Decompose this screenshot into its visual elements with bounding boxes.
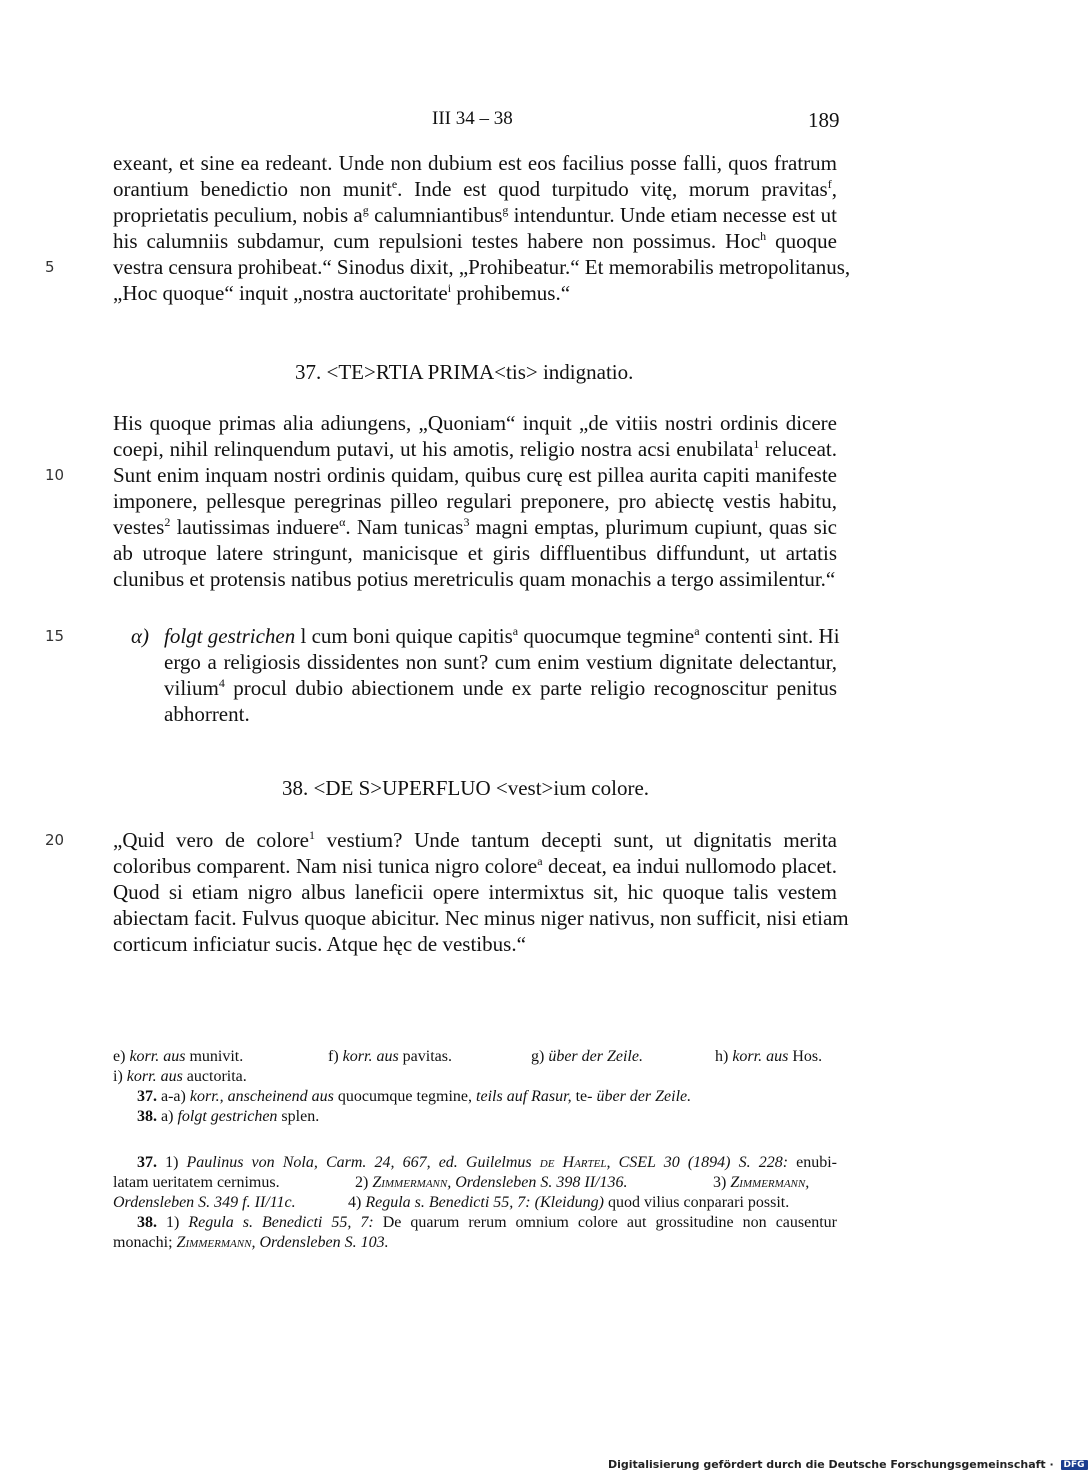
line-number: 10 bbox=[45, 466, 65, 484]
apparatus-note-e: e) korr. aus munivit. bbox=[113, 1048, 244, 1065]
source-note-37-4: 4) Regula s. Benedicti 55, 7: (Kleidung) quod vilius conparari possit. bbox=[348, 1194, 790, 1211]
apparatus bbox=[113, 1047, 837, 1127]
text-line: orantium benedictio non munit$^e$. Inde est quod turpitudo vitę, morum pravitas$^f$, bbox=[113, 177, 837, 201]
text-line: imponere, pellesque peregrinas pilleo regulari preponere, pro abiectę vestis habitu, bbox=[113, 489, 837, 513]
source-notes bbox=[113, 1153, 837, 1253]
note-alpha-label: α) bbox=[131, 624, 150, 648]
source-note-37-2: 2) Zimmermann, Ordensleben S. 398 II/136. bbox=[355, 1174, 628, 1191]
text-line: 15 folgt gestrichen l cum boni quique capitis$^a$ quocumque tegmine$^a$ contenti sint. Hi bbox=[45, 624, 840, 648]
section-37-text bbox=[45, 410, 837, 592]
text-line: ab utroque latere stringunt, manicisque et giris diffluentibus diffundunt, ut artatis bbox=[113, 541, 837, 565]
text-line: abhorrent. bbox=[164, 702, 250, 726]
text-line: 10 Sunt enim inquam nostri ordinis quidam, quibus curę est pillea aurita capiti manifeste bbox=[45, 463, 837, 487]
text-line: coloribus comparent. Nam nisi tunica nigro colore$^a$ deceat, ea indui nullomodo placet. bbox=[113, 854, 837, 878]
source-note-37-line3: Ordensleben S. 349 f. II/11c. 4) Regula s. Benedicti 55, 7: (Kleidung) quod vilius conparari possit. bbox=[113, 1194, 790, 1211]
apparatus-note-f: f) korr. aus pavitas. bbox=[328, 1048, 452, 1065]
apparatus-note-h: h) korr. aus Hos. bbox=[715, 1048, 823, 1065]
text-line: abiectam facit. Fulvus quoque abicitur. Nec minus niger nativus, non sufficit, nisi etiam bbox=[113, 906, 849, 930]
text-line: vilium$^4$ procul dubio abiectionem unde ex parte religio recognoscitur penitus bbox=[164, 676, 837, 700]
section-38-heading: 38. <DE S>UPERFLUO <vest>ium colore. bbox=[282, 776, 650, 800]
source-note-38-line2: monachi; Zimmermann, Ordensleben S. 103. bbox=[113, 1234, 389, 1251]
text-line: his calumniis subdamur, cum repulsioni testes habere non possimus. Hoc$^h$ quoque bbox=[113, 229, 837, 253]
text-line: Quod si etiam nigro albus laneficii opere intermixtus sit, hic quoque talis vestem bbox=[113, 880, 837, 904]
line-number: 5 bbox=[45, 258, 55, 276]
digitization-credit: Digitalisierung gefördert durch die Deutsche Forschungsgemeinschaft · DFG bbox=[608, 1458, 1088, 1471]
section-36-text bbox=[45, 150, 851, 306]
text-line: ergo a religiosis dissidentes non sunt? cum enim vestium dignitate delectantur, bbox=[164, 650, 837, 674]
line-number: 15 bbox=[45, 627, 65, 645]
apparatus-line bbox=[113, 1047, 837, 1067]
text-line: clunibus et protensis natibus potius meretriculis quam monachis a tergo assimilentur.“ bbox=[113, 567, 836, 591]
text-line: coepi, nihil relinquendum putavi, ut his amotis, religio nostra acsi enubilata$^1$ reluceat. bbox=[113, 437, 837, 461]
page-number: 189 bbox=[808, 108, 840, 132]
text-line: exeant, et sine ea redeant. Unde non dubium est eos facilius posse falli, quos fratrum bbox=[113, 151, 837, 175]
text-line: corticum inficiatur sucis. Atque hęc de vestibus.“ bbox=[113, 932, 526, 956]
text-line: 5 vestra censura prohibeat.“ Sinodus dixit, „Prohibeatur.“ Et memorabilis metropolitanus, bbox=[45, 255, 851, 279]
dfg-logo: DFG bbox=[1061, 1460, 1088, 1470]
section-37-heading: 37. <TE>RTIA PRIMA<tis> indignatio. bbox=[295, 360, 634, 384]
line-number: 20 bbox=[45, 831, 65, 849]
text-line: proprietatis peculium, nobis $a^g$ calumniantibus$^g$ intenduntur. Unde etiam necesse est ut bbox=[113, 203, 837, 227]
text-line: vestes$^2$ lautissimas induere$^\alpha$. Nam tunicas$^3$ magni emptas, plurimum cupiunt, quas sic bbox=[113, 515, 837, 539]
apparatus-note-37: 37. a-a) korr., anscheinend aus quocumque tegmine, teils auf Rasur, te- über der Zeile. bbox=[137, 1088, 692, 1105]
text-line: 20 „Quid vero de colore$^1$ vestium? Unde tantum decepti sunt, ut dignitatis merita bbox=[45, 828, 837, 852]
apparatus-note-38: 38. a) folgt gestrichen splen. bbox=[137, 1108, 320, 1125]
apparatus-note-i: i) korr. aus auctorita. bbox=[113, 1068, 247, 1085]
text-line: „Hoc quoque“ inquit „nostra auctoritate$^i$ prohibemus.“ bbox=[113, 281, 571, 305]
source-note-38-1: 38. 1) Regula s. Benedicti 55, 7: De quarum rerum omnium colore aut grossitudine non causentur bbox=[137, 1214, 838, 1231]
source-note-37-1: 37. 1) Paulinus von Nola, Carm. 24, 667, ed. Guilelmus de Hartel, CSEL 30 (1894) S. 228: enubi- bbox=[137, 1154, 838, 1171]
apparatus-note-g: g) über der Zeile. bbox=[531, 1048, 643, 1065]
note-alpha bbox=[45, 623, 840, 727]
running-header: III 34 – 38 bbox=[432, 108, 513, 129]
section-38-text bbox=[45, 827, 849, 957]
source-note-37-3: 3) Zimmermann, bbox=[713, 1174, 810, 1191]
text-line: His quoque primas alia adiungens, „Quoniam“ inquit „de vitiis nostri ordinis dicere bbox=[113, 411, 837, 435]
source-note-37-line2: latam ueritatem cernimus. 2) Zimmermann, Ordensleben S. 398 II/136. 3) Zimmermann, bbox=[113, 1174, 810, 1191]
